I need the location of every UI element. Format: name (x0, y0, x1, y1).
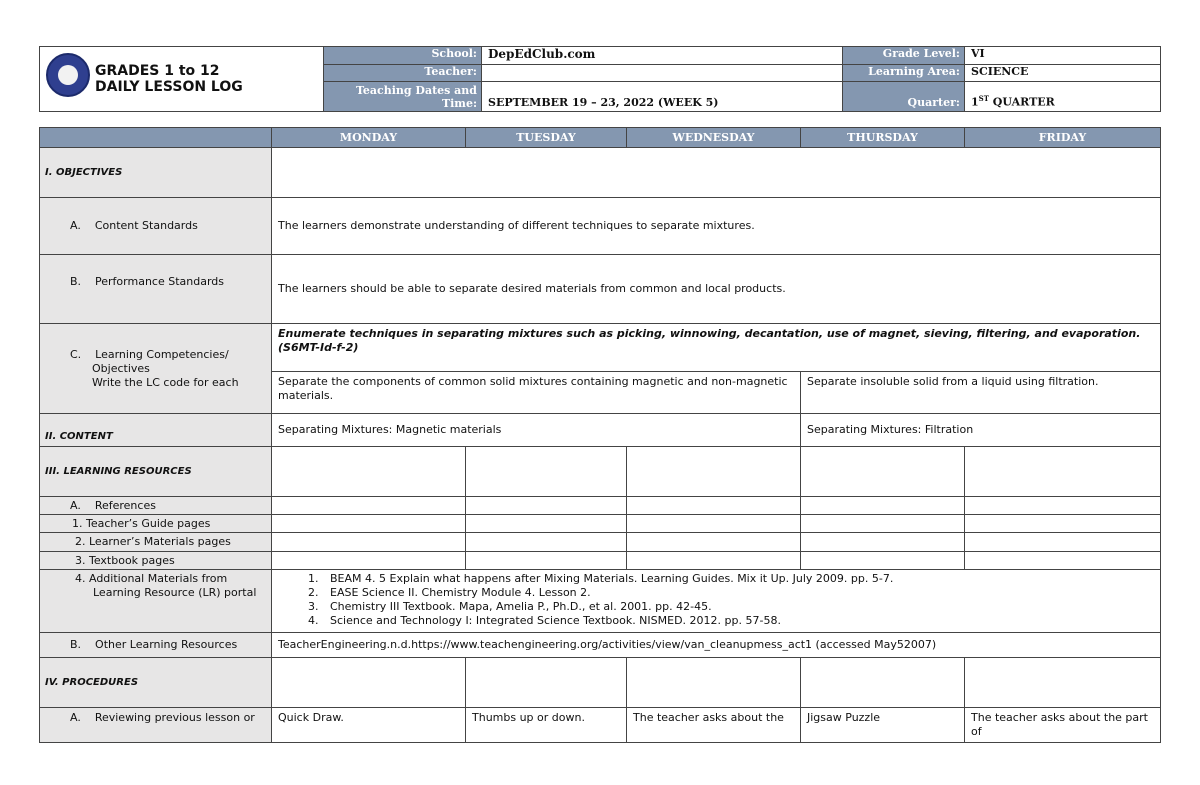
header-table (39, 46, 1161, 112)
teacher-value (482, 64, 843, 82)
content-heading: II. CONTENT (40, 414, 272, 447)
content-left: Separating Mixtures: Magnetic materials (272, 414, 801, 447)
review-tuesday: Thumbs up or down. (466, 708, 627, 743)
grade-label: Grade Level: (843, 47, 965, 65)
procedures-heading: IV. PROCEDURES (40, 658, 272, 708)
list-item: 4. Science and Technology I: Integrated Science Textbook. NISMED. 2012. pp. 57-58. (322, 614, 1160, 628)
day-header-blank (40, 128, 272, 148)
area-label: Learning Area: (843, 64, 965, 82)
review-monday: Quick Draw. (272, 708, 466, 743)
references-label: A. References (40, 497, 272, 515)
brand-line-1: GRADES 1 to 12 (95, 63, 220, 79)
resources-tue (466, 447, 627, 497)
additional-materials-label: 4. Additional Materials from Learning Resource (LR) portal (40, 570, 272, 633)
other-resources-label: B. Other Learning Resources (40, 633, 272, 658)
resources-heading: III. LEARNING RESOURCES (40, 447, 272, 497)
deped-seal-icon (46, 53, 90, 97)
review-friday: The teacher asks about the part of (965, 708, 1161, 743)
day-friday: FRIDAY (965, 128, 1161, 148)
content-standards-text: The learners demonstrate understanding of different techniques to separate mixtures. (272, 198, 1161, 255)
dates-label: Teaching Dates and Time: (324, 82, 482, 112)
day-tuesday: TUESDAY (466, 128, 627, 148)
list-item: 3. Chemistry III Textbook. Mapa, Amelia P., Ph.D., et al. 2001. pp. 42-45. (322, 600, 1160, 614)
resources-mon (272, 447, 466, 497)
content-right: Separating Mixtures: Filtration (801, 414, 1161, 447)
additional-materials-list (272, 572, 1160, 628)
resources-fri (965, 447, 1161, 497)
performance-standards-text: The learners should be able to separate desired materials from common and local products. (272, 255, 1161, 324)
learning-competencies-label: C. Learning Competencies/ Objectives Write the LC code for each (40, 324, 272, 414)
brand-title (95, 63, 243, 95)
textbook-label: 3. Textbook pages (40, 552, 272, 570)
quarter-value: 1ST QUARTER (965, 82, 1161, 112)
resources-thu (801, 447, 965, 497)
quarter-label: Quarter: (843, 82, 965, 112)
objectives-heading: I. OBJECTIVES (40, 148, 272, 198)
learners-materials-label: 2. Learner’s Materials pages (40, 533, 272, 552)
teacher-label: Teacher: (324, 64, 482, 82)
lesson-table (39, 127, 1161, 743)
area-value: SCIENCE (965, 64, 1161, 82)
brand-line-2: DAILY LESSON LOG (95, 79, 243, 95)
resources-wed (627, 447, 801, 497)
grade-value: VI (965, 47, 1161, 65)
day-wednesday: WEDNESDAY (627, 128, 801, 148)
day-thursday: THURSDAY (801, 128, 965, 148)
school-value: DepEdClub.com (482, 47, 843, 65)
learning-competencies-main: Enumerate techniques in separating mixtures such as picking, winnowing, decantation, use of magnet, sieving, filtering, and evaporation. (S6MT-Id-f-2) (272, 324, 1161, 372)
learning-objective-right: Separate insoluble solid from a liquid using filtration. (801, 372, 1161, 414)
dates-value: SEPTEMBER 19 – 23, 2022 (WEEK 5) (482, 82, 843, 112)
list-item: 1. BEAM 4. 5 Explain what happens after Mixing Materials. Learning Guides. Mix it Up. July 2009. pp. 5-7. (322, 572, 1160, 586)
school-label: School: (324, 47, 482, 65)
learning-objective-left: Separate the components of common solid mixtures containing magnetic and non-magnetic materials. (272, 372, 801, 414)
list-item: 2. EASE Science II. Chemistry Module 4. Lesson 2. (322, 586, 1160, 600)
content-standards-label: A. Content Standards (40, 198, 272, 255)
header-brand (40, 47, 324, 112)
additional-materials-list-cell (272, 570, 1161, 633)
teachers-guide-label: 1. Teacher’s Guide pages (40, 515, 272, 533)
review-wednesday: The teacher asks about the (627, 708, 801, 743)
reviewing-label: A. Reviewing previous lesson or (40, 708, 272, 743)
performance-standards-label: B. Performance Standards (40, 255, 272, 324)
review-thursday: Jigsaw Puzzle (801, 708, 965, 743)
day-monday: MONDAY (272, 128, 466, 148)
objectives-cell (272, 148, 1161, 198)
other-resources-text: TeacherEngineering.n.d.https://www.teachengineering.org/activities/view/van_cleanupmess_act1 (accessed May52007) (272, 633, 1161, 658)
